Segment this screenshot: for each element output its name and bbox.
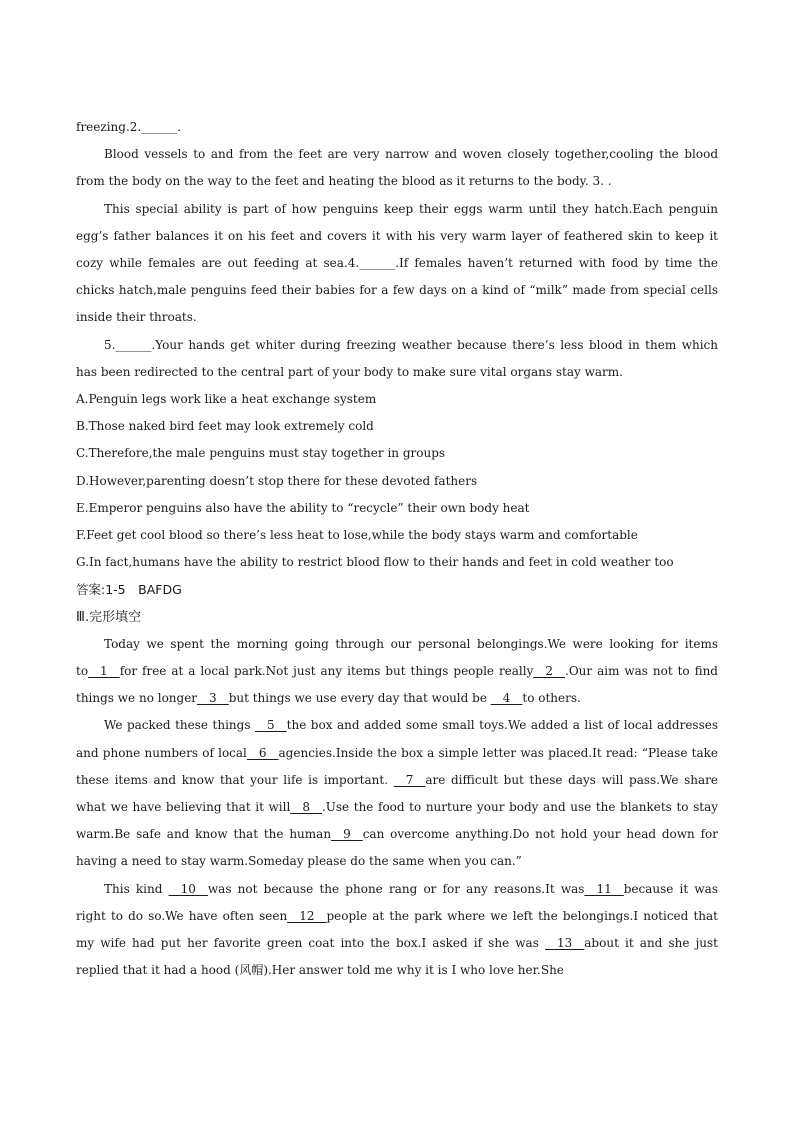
cloze-blank-5: __5__: [255, 718, 287, 733]
cloze-blank-2: __2__: [533, 664, 566, 679]
cloze-blank-3: __3__: [197, 691, 229, 706]
cloze-text: .Use the food to nurture your body and use the blankets to stay warm.Be safe and know that the human: [76, 800, 719, 842]
cloze-paragraph-2: [76, 712, 718, 875]
cloze-paragraph-3: [76, 876, 718, 985]
option-c: C.Therefore,the male penguins must stay together in groups: [76, 446, 446, 461]
passage-paragraph-blood-vessels: Blood vessels to and from the feet are very narrow and woven closely together,cooling the blood from the body on the way to the feet and heating the blood as it returns to the body. 3. .: [76, 147, 718, 189]
option-d: D.However,parenting doesn’t stop there for these devoted fathers: [76, 473, 478, 488]
cloze-text: was not because the phone rang or for any reasons.It was: [207, 881, 585, 896]
answer-key: 答案:1-5 BAFDG: [76, 582, 182, 598]
cloze-blank-6: __6__: [246, 745, 279, 760]
passage-paragraph-hands: 5.______.Your hands get whiter during freezing weather because there’s less blood in them which has been redirected to the central part of your body to make sure vital organs stay warm.: [76, 337, 718, 379]
cloze-text: about it and she just replied that it had a hood (风帽).Her answer told me why it is I who love her.She: [76, 936, 718, 978]
cloze-paragraph-1: [76, 631, 718, 713]
passage-paragraph-eggs: This special ability is part of how penguins keep their eggs warm until they hatch.Each penguin egg’s father balances it on his feet and covers it with his very warm layer of feathered skin to keep it cozy while females are out feeding at sea.4.______.If females haven’t returned with food by time the chicks hatch,male penguins feed their babies for a few days on a kind of “milk” made from special cells inside their throats.: [76, 201, 718, 325]
option-f: F.Feet get cool blood so there’s less heat to lose,while the body stays warm and comfortable: [76, 528, 638, 543]
cloze-text: the box and added some small toys.We added a list of local addresses and phone numbers of local: [76, 718, 718, 760]
cloze-text: people at the park where we left the belongings.I noticed that my wife had put her favorite green coat into the box.I asked if she was: [76, 908, 718, 951]
cloze-text: This kind: [104, 881, 169, 896]
cloze-text: We packed these things: [104, 718, 255, 733]
document-body: [76, 114, 718, 985]
cloze-text: are difficult but these days will pass.We share what we have believing that it will: [76, 772, 718, 815]
cloze-blank-9: __9__: [331, 827, 363, 842]
cloze-text: Today we spent the morning going through our personal belongings.We were looking for items to: [76, 636, 718, 679]
cloze-text: to others.: [522, 691, 581, 706]
cloze-text: agencies.Inside the box a simple letter was placed.It read: “Please take these items and know that your life is important.: [76, 745, 718, 787]
section-title-cloze: Ⅲ.完形填空: [76, 609, 142, 625]
cloze-text: but things we use every day that would be: [228, 691, 491, 706]
cloze-blank-11: __11__: [584, 881, 624, 896]
cloze-blank-10: __10__: [168, 881, 208, 896]
option-b: B.Those naked bird feet may look extremely cold: [76, 419, 374, 434]
cloze-text: can overcome anything.Do not hold your head down for having a need to stay warm.Someday please do the same when you can.”: [76, 827, 719, 869]
cloze-blank-13: __13__: [545, 936, 585, 951]
option-e: E.Emperor penguins also have the ability to “recycle” their own body heat: [76, 500, 530, 515]
cloze-text: for free at a local park.Not just any items but things people really: [119, 664, 534, 679]
cloze-blank-12: __12__: [287, 908, 327, 923]
cloze-text: because it was right to do so.We have often seen: [76, 881, 718, 923]
option-g: G.In fact,humans have the ability to restrict blood flow to their hands and feet in cold weather too: [76, 555, 674, 570]
passage-fragment: freezing.2.______.: [76, 120, 182, 134]
cloze-text: .Our aim was not to find things we no longer: [76, 664, 718, 706]
cloze-blank-8: __8__: [290, 800, 322, 815]
cloze-blank-1: __1__: [88, 664, 120, 679]
cloze-blank-7: __7__: [393, 772, 426, 787]
cloze-blank-4: __4__: [490, 691, 523, 706]
option-a: A.Penguin legs work like a heat exchange system: [76, 392, 377, 407]
